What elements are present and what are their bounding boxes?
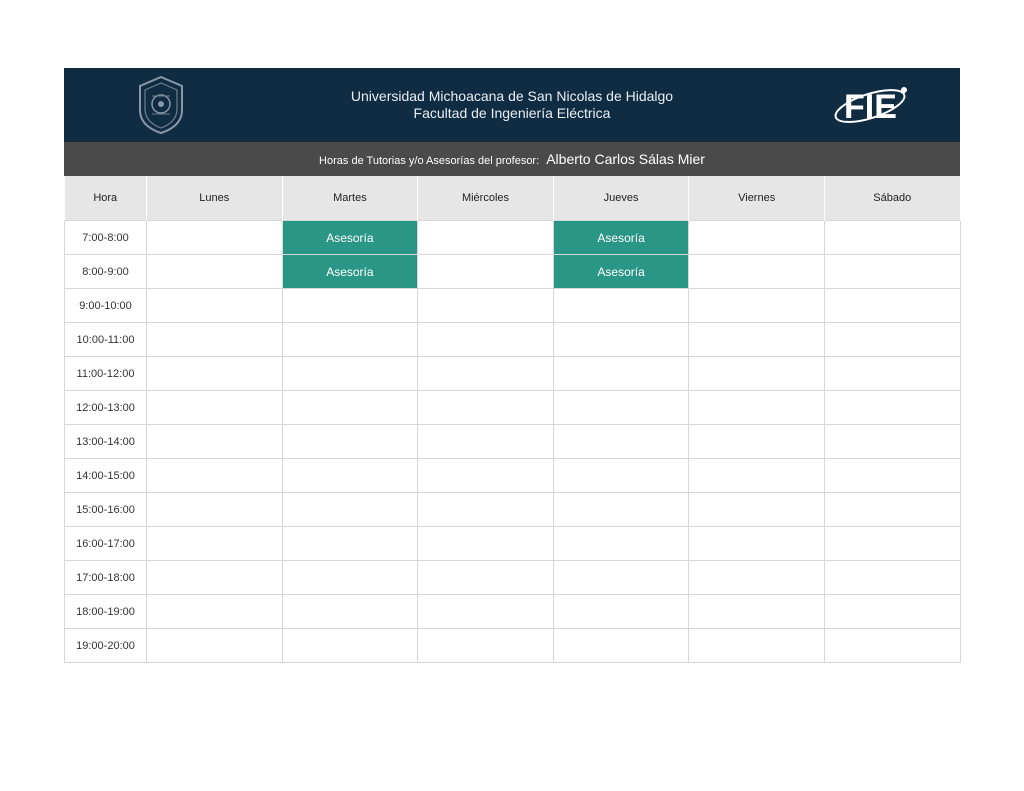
empty-cell (147, 289, 283, 323)
empty-cell (824, 561, 960, 595)
table-row (65, 493, 961, 527)
empty-cell (553, 595, 689, 629)
empty-cell (147, 221, 283, 255)
empty-cell (418, 221, 554, 255)
empty-cell (282, 425, 418, 459)
empty-cell (418, 629, 554, 663)
professor-banner (64, 142, 960, 176)
empty-cell (824, 323, 960, 357)
table-row (65, 629, 961, 663)
table-row (65, 323, 961, 357)
empty-cell (147, 629, 283, 663)
empty-cell (689, 493, 825, 527)
hour-cell: 19:00-20:00 (65, 629, 147, 663)
schedule-header-row (65, 176, 961, 221)
hour-cell: 14:00-15:00 (65, 459, 147, 493)
empty-cell (147, 595, 283, 629)
empty-cell (147, 493, 283, 527)
empty-cell (824, 255, 960, 289)
table-row (65, 595, 961, 629)
hour-cell: 8:00-9:00 (65, 255, 147, 289)
empty-cell (147, 527, 283, 561)
empty-cell (824, 357, 960, 391)
empty-cell (553, 493, 689, 527)
table-row (65, 561, 961, 595)
empty-cell (689, 561, 825, 595)
empty-cell (418, 323, 554, 357)
empty-cell (418, 425, 554, 459)
empty-cell (147, 391, 283, 425)
empty-cell (824, 493, 960, 527)
faculty-name: Facultad de Ingeniería Eléctrica (413, 105, 611, 121)
empty-cell (824, 289, 960, 323)
empty-cell (824, 595, 960, 629)
empty-cell (824, 391, 960, 425)
empty-cell (553, 357, 689, 391)
empty-cell (282, 527, 418, 561)
column-header-jueves: Jueves (553, 176, 689, 221)
hour-cell: 9:00-10:00 (65, 289, 147, 323)
hour-cell: 12:00-13:00 (65, 391, 147, 425)
column-header-sabado: Sábado (824, 176, 960, 221)
empty-cell (282, 493, 418, 527)
hour-cell: 17:00-18:00 (65, 561, 147, 595)
empty-cell (418, 527, 554, 561)
empty-cell (824, 629, 960, 663)
session-cell: Asesoría (553, 221, 689, 255)
hour-cell: 11:00-12:00 (65, 357, 147, 391)
empty-cell (553, 629, 689, 663)
session-cell: Asesoría (282, 221, 418, 255)
column-header-viernes: Viernes (689, 176, 825, 221)
empty-cell (418, 561, 554, 595)
empty-cell (824, 221, 960, 255)
empty-cell (418, 595, 554, 629)
empty-cell (689, 323, 825, 357)
empty-cell (147, 357, 283, 391)
fie-logo-icon (832, 78, 912, 130)
empty-cell (147, 255, 283, 289)
empty-cell (147, 459, 283, 493)
fie-logo-text: FIE (844, 88, 897, 126)
empty-cell (689, 527, 825, 561)
table-row (65, 357, 961, 391)
hour-cell: 7:00-8:00 (65, 221, 147, 255)
empty-cell (282, 561, 418, 595)
empty-cell (147, 323, 283, 357)
empty-cell (689, 255, 825, 289)
column-header-miercoles: Miércoles (418, 176, 554, 221)
hour-cell: 16:00-17:00 (65, 527, 147, 561)
empty-cell (282, 629, 418, 663)
empty-cell (824, 425, 960, 459)
empty-cell (689, 425, 825, 459)
empty-cell (824, 459, 960, 493)
professor-label: Horas de Tutorias y/o Asesorías del profesor: (319, 155, 540, 167)
schedule-sheet (64, 68, 960, 663)
empty-cell (553, 459, 689, 493)
table-row (65, 425, 961, 459)
empty-cell (418, 357, 554, 391)
empty-cell (418, 255, 554, 289)
empty-cell (553, 561, 689, 595)
empty-cell (689, 357, 825, 391)
professor-name: Alberto Carlos Sálas Mier (546, 151, 705, 167)
column-header-lunes: Lunes (147, 176, 283, 221)
empty-cell (553, 527, 689, 561)
empty-cell (282, 595, 418, 629)
table-row (65, 527, 961, 561)
university-name: Universidad Michoacana de San Nicolas de Hidalgo (350, 88, 674, 104)
empty-cell (282, 323, 418, 357)
empty-cell (282, 357, 418, 391)
session-cell: Asesoría (282, 255, 418, 289)
column-header-hour: Hora (65, 176, 147, 221)
header-titles (64, 88, 960, 122)
table-row (65, 255, 961, 289)
empty-cell (553, 425, 689, 459)
hour-cell: 13:00-14:00 (65, 425, 147, 459)
empty-cell (418, 493, 554, 527)
empty-cell (282, 289, 418, 323)
empty-cell (689, 391, 825, 425)
empty-cell (147, 425, 283, 459)
empty-cell (418, 289, 554, 323)
empty-cell (282, 391, 418, 425)
table-row (65, 459, 961, 493)
empty-cell (553, 391, 689, 425)
hour-cell: 18:00-19:00 (65, 595, 147, 629)
empty-cell (282, 459, 418, 493)
empty-cell (689, 629, 825, 663)
table-row (65, 221, 961, 255)
header-banner (64, 68, 960, 142)
table-row (65, 289, 961, 323)
empty-cell (824, 527, 960, 561)
empty-cell (689, 289, 825, 323)
empty-cell (147, 561, 283, 595)
empty-cell (689, 221, 825, 255)
schedule-body (65, 221, 961, 663)
session-cell: Asesoría (553, 255, 689, 289)
empty-cell (553, 289, 689, 323)
column-header-martes: Martes (282, 176, 418, 221)
schedule-table (64, 176, 961, 663)
hour-cell: 15:00-16:00 (65, 493, 147, 527)
empty-cell (418, 391, 554, 425)
empty-cell (553, 323, 689, 357)
empty-cell (418, 459, 554, 493)
hour-cell: 10:00-11:00 (65, 323, 147, 357)
table-row (65, 391, 961, 425)
empty-cell (689, 459, 825, 493)
empty-cell (689, 595, 825, 629)
